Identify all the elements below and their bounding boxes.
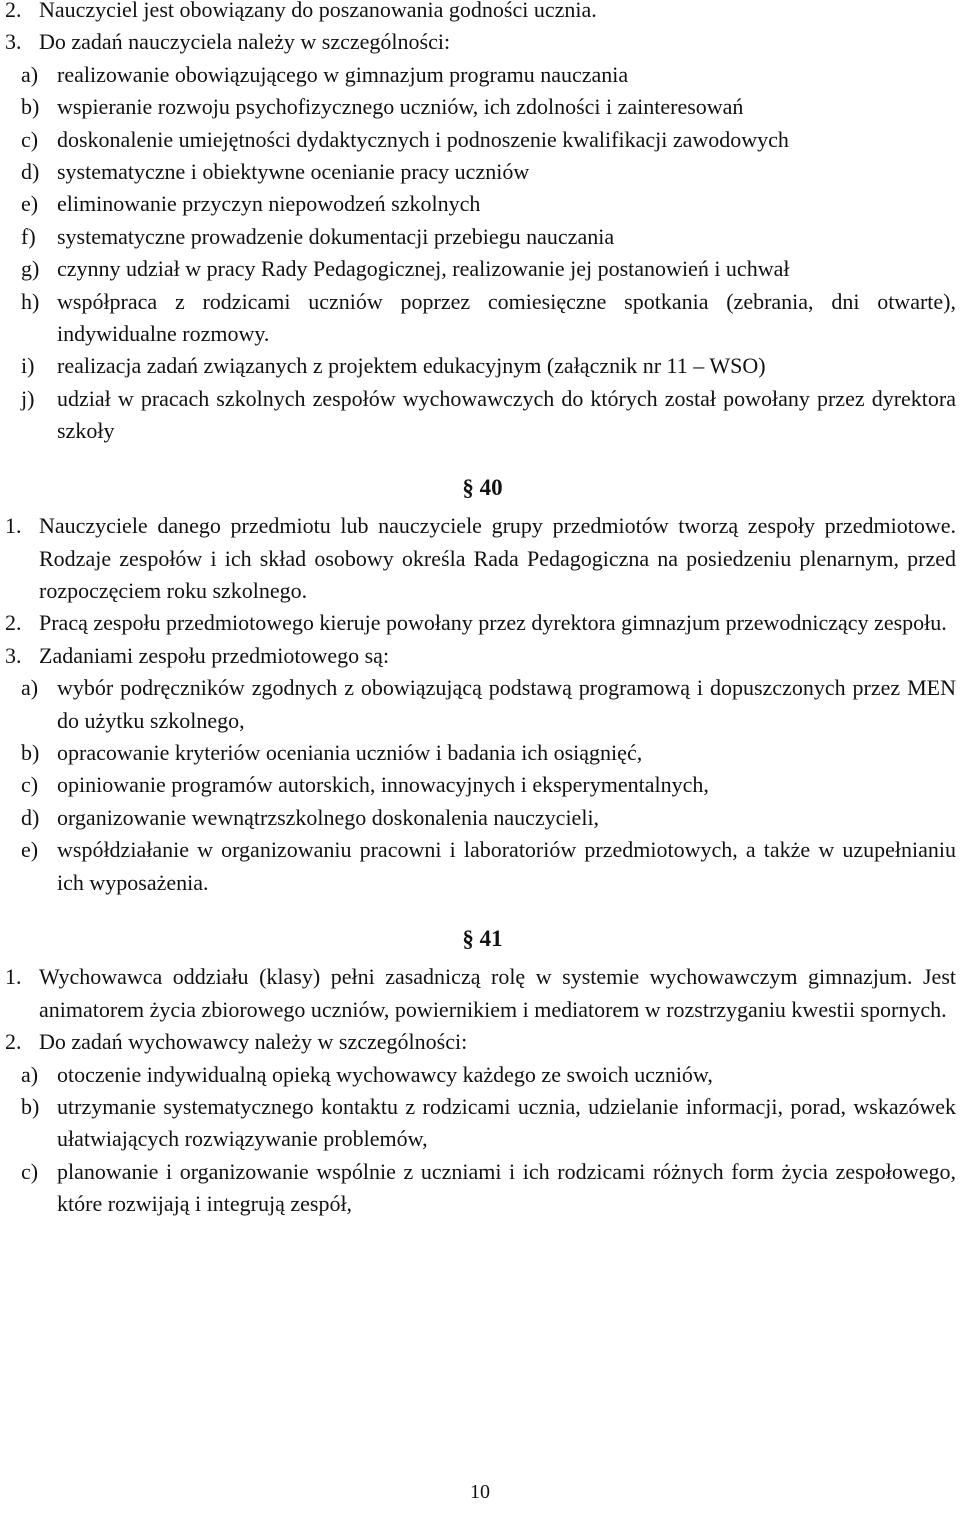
list-text: realizowanie obowiązującego w gimnazjum programu nauczania xyxy=(57,61,629,87)
list-text: opracowanie kryteriów oceniania uczniów i badania ich osiągnięć, xyxy=(57,739,643,765)
list-item xyxy=(5,802,956,834)
list-text: wspieranie rozwoju psychofizycznego uczniów, ich zdolności i zainteresowań xyxy=(57,94,744,120)
paragraph-text: Nauczyciele danego przedmiotu lub nauczyciele grupy przedmiotów tworzą zespoły przedmiotowe. Rodzaje zespołów i ich skład osobowy określa Rada Pedagogiczna na posiedzeniu plenarnym, przed rozpoczęciem roku szkolnego. xyxy=(39,513,956,603)
list-label: e) xyxy=(21,837,39,863)
list-text: eliminowanie przyczyn niepowodzeń szkolnych xyxy=(57,191,481,217)
list-text: udział w pracach szkolnych zespołów wychowawczych do których został powołany przez dyrektora szkoły xyxy=(57,385,956,444)
list-label: a) xyxy=(21,675,39,701)
paragraph-2 xyxy=(5,607,956,639)
paragraph-number: 1. xyxy=(5,964,22,990)
list-item xyxy=(5,253,956,285)
paragraph-number: 2. xyxy=(5,1029,22,1055)
paragraph-text: Do zadań wychowawcy należy w szczególności: xyxy=(39,1029,468,1055)
tutor-duties-list xyxy=(5,1059,956,1221)
list-text: organizowanie wewnątrzszkolnego doskonalenia nauczycieli, xyxy=(57,804,600,830)
section-heading-41: § 41 xyxy=(462,925,503,951)
list-label: i) xyxy=(21,353,35,379)
list-item xyxy=(5,156,956,188)
paragraph-1 xyxy=(5,510,956,607)
list-item xyxy=(5,91,956,123)
paragraph-1 xyxy=(5,961,956,1026)
list-text: utrzymanie systematycznego kontaktu z rodzicami ucznia, udzielanie informacji, porad, wskazówek ułatwiających rozwiązywanie problemów, xyxy=(57,1094,956,1152)
paragraph-number: 2. xyxy=(5,610,22,636)
list-item xyxy=(5,350,956,382)
list-item xyxy=(5,1059,956,1091)
list-item xyxy=(5,286,956,351)
paragraph-text: Pracą zespołu przedmiotowego kieruje powołany przez dyrektora gimnazjum przewodniczący zespołu. xyxy=(39,610,947,636)
list-item xyxy=(5,124,956,156)
list-item xyxy=(5,672,956,737)
list-label: j) xyxy=(21,385,35,411)
list-text: współpraca z rodzicami uczniów poprzez comiesięczne spotkania (zebrania, dni otwarte), indywidualne rozmowy. xyxy=(57,288,956,347)
list-text: czynny udział w pracy Rady Pedagogicznej, realizowanie jej postanowień i uchwał xyxy=(57,256,790,282)
list-label: a) xyxy=(21,1061,39,1087)
list-label: d) xyxy=(21,159,40,185)
list-label: g) xyxy=(21,256,40,282)
list-label: c) xyxy=(21,1158,39,1184)
paragraph-3 xyxy=(5,26,956,58)
paragraph-2 xyxy=(5,0,956,26)
list-item xyxy=(5,769,956,801)
list-text: systematyczne prowadzenie dokumentacji przebiegu nauczania xyxy=(57,223,615,249)
list-text: otoczenie indywidualną opieką wychowawcy każdego ze swoich uczniów, xyxy=(57,1061,713,1087)
section-heading-40: § 40 xyxy=(462,474,503,500)
list-label: b) xyxy=(21,94,40,120)
list-label: b) xyxy=(21,739,40,765)
list-item xyxy=(5,1156,956,1221)
list-text: doskonalenie umiejętności dydaktycznych i podnoszenie kwalifikacji zawodowych xyxy=(57,126,789,152)
list-label: e) xyxy=(21,191,39,217)
paragraph-text: Wychowawca oddziału (klasy) pełni zasadniczą rolę w systemie wychowawczym gimnazjum. Jest animatorem życia zbiorowego uczniów, powiernikiem i mediatorem w rozstrzyganiu kwestii spornych. xyxy=(39,964,956,1022)
paragraph-number: 1. xyxy=(5,513,22,539)
list-text: wybór podręczników zgodnych z obowiązującą podstawą programową i dopuszczonych przez MEN do użytku szkolnego, xyxy=(57,675,956,733)
list-label: b) xyxy=(21,1094,40,1119)
list-text: realizacja zadań związanych z projektem edukacyjnym (załącznik nr 11 – WSO) xyxy=(57,353,766,379)
paragraph-text: Zadaniami zespołu przedmiotowego są: xyxy=(39,642,390,668)
list-item xyxy=(5,737,956,769)
list-text: współdziałanie w organizowaniu pracowni i laboratoriów przedmiotowych, a także w uzupełnianiu ich wyposażenia. xyxy=(57,837,956,895)
paragraph-3 xyxy=(5,640,956,672)
list-item xyxy=(5,1091,956,1156)
subject-team-tasks-list xyxy=(5,672,956,899)
paragraph-2 xyxy=(5,1026,956,1058)
list-label: h) xyxy=(21,288,40,314)
list-text: opiniowanie programów autorskich, innowacyjnych i eksperymentalnych, xyxy=(57,772,709,798)
paragraph-number: 3. xyxy=(5,642,22,668)
list-item xyxy=(5,188,956,220)
list-item xyxy=(5,383,956,448)
list-text: systematyczne i obiektywne ocenianie pracy uczniów xyxy=(57,159,530,185)
list-label: f) xyxy=(21,223,36,249)
list-text: planowanie i organizowanie wspólnie z uczniami i ich rodzicami różnych form życia zespołowego, które rozwijają i integrują zespół, xyxy=(57,1158,956,1217)
list-item xyxy=(5,59,956,91)
list-label: c) xyxy=(21,126,39,152)
page-number: 10 xyxy=(470,1481,490,1503)
paragraph-text: Nauczyciel jest obowiązany do poszanowania godności ucznia. xyxy=(39,0,597,22)
list-label: a) xyxy=(21,61,39,87)
paragraph-number: 3. xyxy=(5,29,22,55)
list-item xyxy=(5,834,956,899)
list-label: d) xyxy=(21,804,40,830)
list-item xyxy=(5,221,956,253)
paragraph-text: Do zadań nauczyciela należy w szczególności: xyxy=(39,29,451,55)
paragraph-number: 2. xyxy=(5,0,22,22)
teacher-duties-list xyxy=(5,59,956,448)
list-label: c) xyxy=(21,772,39,798)
